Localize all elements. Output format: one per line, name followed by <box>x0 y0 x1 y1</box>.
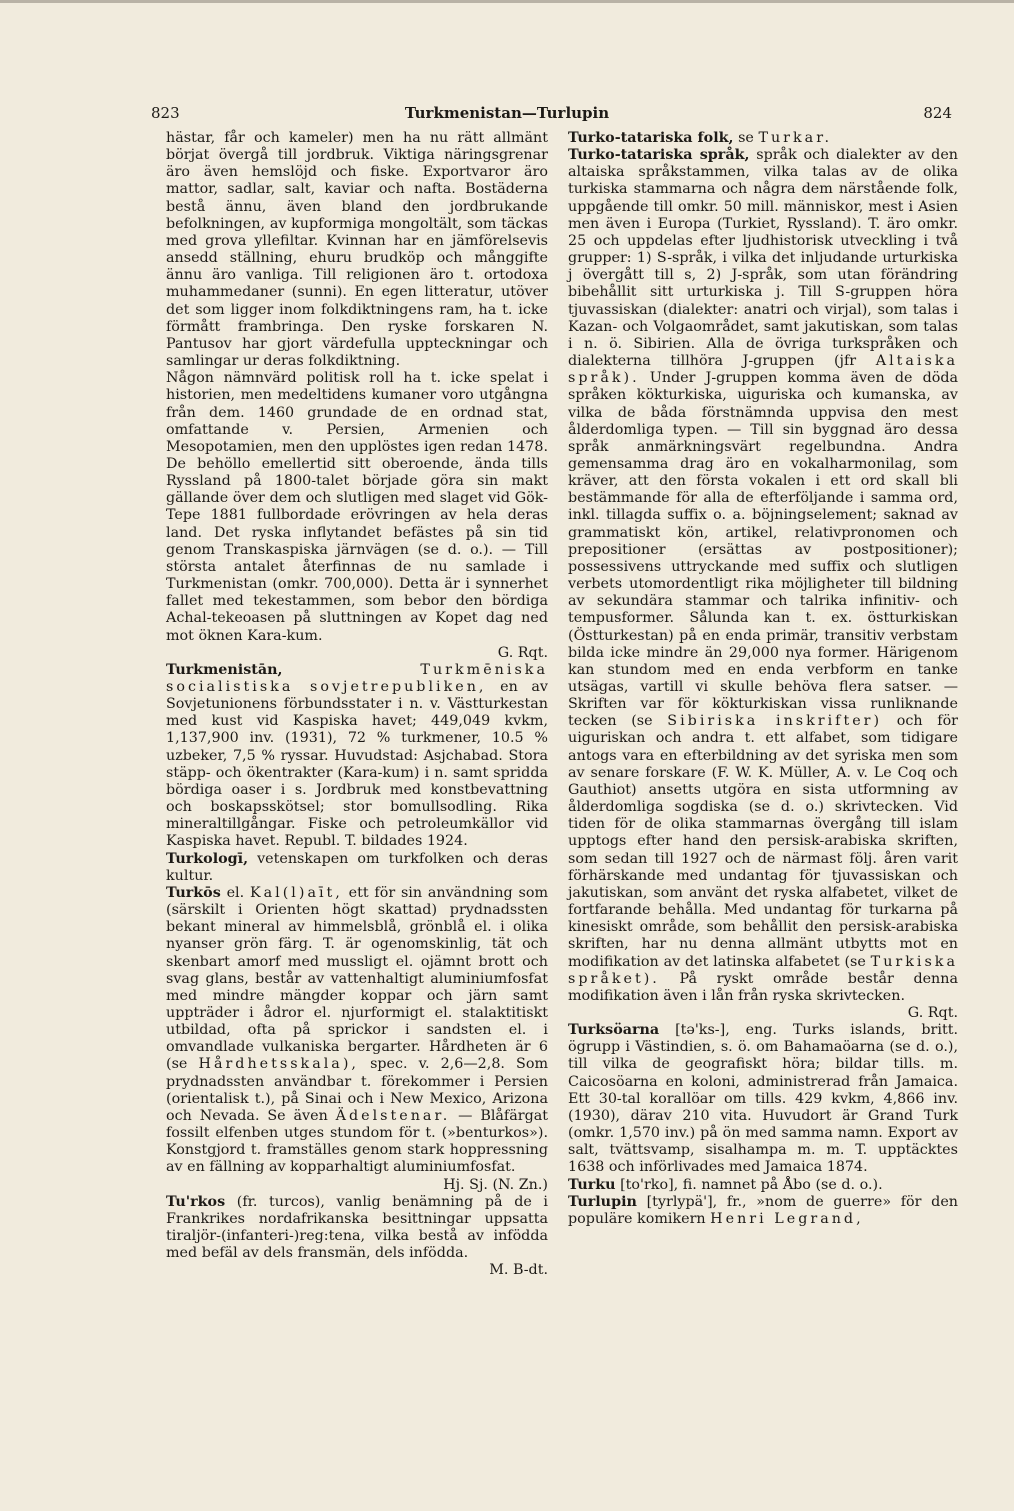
headword: Turko-tatariska språk, <box>568 147 750 164</box>
author-signature: G. Rqt. <box>907 1004 958 1021</box>
headword: Turlupin <box>568 1193 637 1210</box>
headword: Turkmenistān, <box>166 661 283 678</box>
headword: Tu'rkos <box>166 1193 226 1210</box>
entry-turkos-troops: Tu'rkos (fr. turcos), vanlig benämning på de i Frankrikes nordafrikanska besittningar uppsatta tiraljör-(infanteri-)reg:tena, vilka bestå av infödda med befäl av dels fransmän, dels infödda. M. B-dt. <box>166 1193 548 1279</box>
headword: Turkologī, <box>166 850 249 867</box>
page-header <box>0 100 1014 126</box>
running-title: Turkmenistan—Turlupin <box>404 104 610 122</box>
headword: Turkōs <box>166 884 221 901</box>
entry-turko-tatariska-sprak: Turko-tatariska språk, språk och dialekter av den altaiska språkstammen, vilka talas av de olika turkiska stammarna och några dem närstående folk, uppgående till omkr. 50 mill. människor, mest i Asien men även i Europa (Turkiet, Ryssland). T. äro omkr. 25 och uppdelas efter ljudhistorisk utveckling i två grupper: 1) S-språk, i vilka det inljudande urturkiska j övergått till s, 2) J-språk, som utan förändring bibehållit sitt urturkiska j. Till S-gruppen höra tjuvassiskan (dialekter: anatri och virjal), som talas i Kazan- och Volgaområdet, samt jakutiskan, som talas i n. ö. Sibirien. Alla de övriga turkspråken och dialekterna tillhöra J-gruppen (jfr Altaiska språk). Under J-gruppen komma även de döda språken kökturkiska, uiguriska och kumanska, av vilka de båda förstnämnda uppvisa den mest ålderdomliga typen. — Till sin byggnad äro dessa språk anmärkningsvärt regelbundna. Andra gemensamma drag äro en vokalharmonilag, som kräver, att den första vokalen i ett ord skall bli bestämmande för alla de efterföljande i samma ord, inkl. tillagda suffix o. a. böjningselement; saknad av grammatiskt kön, artikel, relativpronomen och prepositioner (ersättas av postpositioner); possessivens uttryckande med suffix och slutligen verbets utomordentligt rika möjligheter till bildning av sekundära stammar och talrika infinitiv- och tempusformer. Sålunda kan t. ex. östturkiskan (Östturkestan) på en enda primär, transitiv verbstam bilda icke mindre än 29,000 nya former. Härigenom kan stundom med en enda verbform en tanke utsägas, vartill vi skulle behöva flera satser. — Skriften var för kökturkiskan vissa runliknande tecken (se Sibiriska inskrifter) och för uiguriskan och andra t. ett alfabet, som tidigare antogs vara en efterbildning av det syriska men som av senare forskare (F. W. K. Müller, A. v. Le Coq och Gauthiot) ansetts utgöra en sista utformning av ålderdomliga sogdiska (se d. o.) skrivtecken. Vid tiden för de olika stammarnas övergång till islam upptogs efter hand den persisk-arabiska skriften, som sedan till 1927 och de närmast följ. åren varit förhärskande med undantag för tjuvassiskan och jakutiskan, som använt det ryska alfabetet, vilket de fortfarande behålla. Med undantag för turkarna på kinesiskt område, som behållit den persisk-arabiska skriften, har nu denna allmänt utbytts mot en modifikation av det latinska alfabetet (se Turkiska språket). På ryskt område består denna modifikation även i lån från ryska skrivtecken. G. Rqt. <box>568 147 959 1021</box>
page-number-left: 823 <box>151 104 180 122</box>
author-signature: G. Rqt. <box>497 644 548 661</box>
entry-turkmener-continued: hästar, får och kameler) men ha nu rätt allmänt börjat övergå till jordbruk. Viktiga näringsgrenar äro även hemslöjd och fiske. Exportvaror äro mattor, sadlar, salt, kaviar och nafta. Bostäderna bestå ännu, även bland den jordbrukande befolkningen, av kupformiga mongoltält, som täckas med grova yllefiltar. Kvinnan har en jämförelsevis ansedd ställning, ehuru brudköp och månggifte ännu äro vanliga. Till religionen äro t. ortodoxa muhammedaner (sunni). En egen litteratur, utöver det som ligger inom folkdiktningens ram, ha t. icke förmått frambringa. Den ryske forskaren N. Pantusov har gjort värdefulla uppteckningar och samlingar ur deras folkdiktning. <box>166 130 548 370</box>
entry-turkmenistan: Turkmenistān, Turkmēniska socialistiska sovjetrepubliken, en av Sovjetunionens förbundsstater i n. v. Västturkestan med kust vid Kaspiska havet; 449,049 kvkm, 1,137,900 inv. (1931), 72 % turkmener, 10.5 % uzbeker, 7,5 % ryssar. Huvudstad: Asjchabad. Stora stäpp- och ökentrakter (Kara-kum) i n. samt spridda bördiga oaser i s. Jordbruk med konstbevattning och boskapsskötsel; stor bomullsodling. Rika mineraltillgångar. Fiske och petroleumkällor vid Kaspiska havet. Republ. T. bildades 1924. <box>166 661 548 850</box>
right-column <box>568 130 958 1228</box>
entry-turku: Turku [to'rko], fi. namnet på Åbo (se d. o.). <box>568 1176 883 1193</box>
headword: Turksöarna <box>568 1022 660 1039</box>
headword: Turku <box>568 1176 616 1193</box>
entry-turkmener-history: Någon nämnvärd politisk roll ha t. icke spelat i historien, men medeltidens kumaner voro utgångna från dem. 1460 grundade de en ordnad stat, omfattande v. Persien, Armenien och Mesopotamien, men den upplöstes igen redan 1478. De behöllo emellertid sitt oberoende, ända tills Ryssland på 1800-talet började göra sin makt gällande över dem och slutligen med slaget vid Gök-Tepe 1881 fullbordade erövringen av hela deras land. Det ryska inflytandet befästes på sin tid genom Transkaspiska järnvägen (se d. o.). — Till största antalet återfinnas de nu samlade i Turkmenistan (omkr. 700,000). Detta är i synnerhet fallet med tekestammen, som bebor den bördiga Achal-tekeoasen på sluttningen av Kopet dag ned mot öknen Kara-kum. G. Rqt. <box>166 370 548 661</box>
author-signature: Hj. Sj. (N. Zn.) <box>443 1176 548 1193</box>
page-edge-line <box>0 0 1014 3</box>
entry-turksoarna: Turksöarna [tə'ks-], eng. Turks islands, britt. ögrupp i Västindien, s. ö. om Bahamaöarna (se d. o.), till vilka de geografiskt höra; bildar tills. m. Caicosöarna en koloni, administrerad från Jamaica. Ett 30-tal korallöar om tills. 429 kvkm, 4,866 inv. (1930), därav 210 vita. Huvudort är Grand Turk (omkr. 1,570 inv.) på ön med samma namn. Export av salt, tvättsvamp, sisalhampa m. m. T. upptäcktes 1638 och införlivades med Jamaica 1874. <box>568 1022 958 1176</box>
author-signature: M. B-dt. <box>489 1262 548 1279</box>
left-column <box>166 130 548 1279</box>
page-number-right: 824 <box>923 104 952 122</box>
entry-turko-tatariska-folk: Turko-tatariska folk, se Turkar. <box>568 130 833 146</box>
entry-turkos: Turkōs el. Kal(l)aīt, ett för sin användning som (särskilt i Orienten högt skattad) prydnadssten bekant mineral av himmelsblå, grönblå el. i olika nyanser grön färg. T. är ogenomskinlig, tät och skenbart amorf med mussligt el. ojämnt brott och svag glans, består av vattenhaltigt aluminiumfosfat med mindre mängder koppar och järn samt uppträder i ådror el. njurformigt el. stalaktitiskt utbildad, ofta på sprickor i sandsten el. i omvandlade vulkaniska bergarter. Hårdheten är 6 (se Hårdhetsskala), spec. v. 2,6—2,8. Som prydnadssten användbar t. förekommer i Persien (orientalisk t.), på Sinai och i New Mexico, Arizona och Nevada. Se även Ädelstenar. — Blåfärgat fossilt elfenben utges stundom för t. (»benturkos»). Konstgjord t. framställes genom stark hoppressning av en fällning av kopparhaltigt aluminiumfosfat. Hj. Sj. (N. Zn.) <box>166 884 549 1193</box>
entry-turlupin: Turlupin [tyrlypä'], fr., »nom de guerre» för den populäre komikern Henri Legrand, <box>568 1193 958 1227</box>
headword: Turko-tatariska folk, <box>568 130 734 146</box>
entry-turkologi: Turkologī, vetenskapen om turkfolken och deras kultur. <box>166 850 548 884</box>
